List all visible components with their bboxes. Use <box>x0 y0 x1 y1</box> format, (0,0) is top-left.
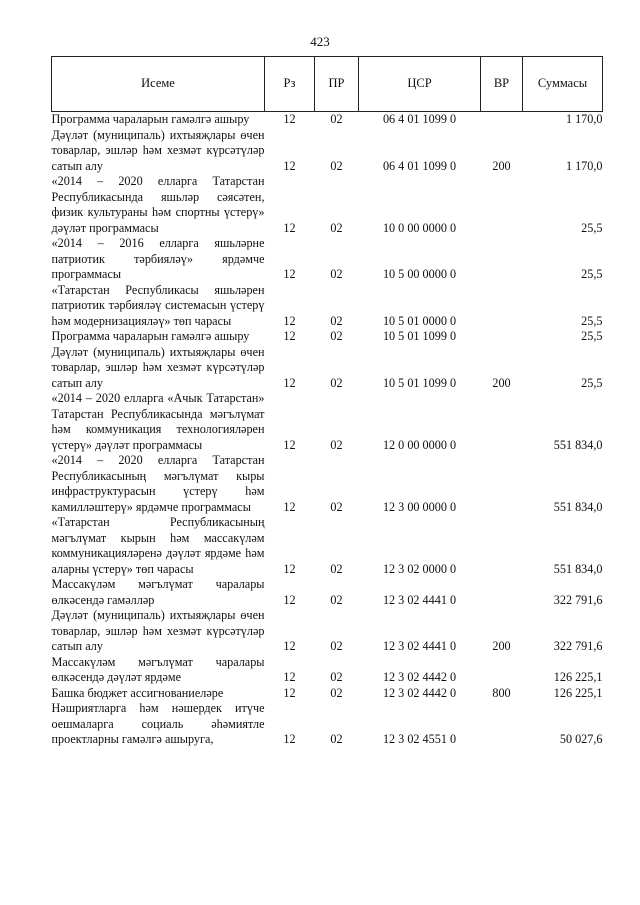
page-number: 423 <box>310 34 330 49</box>
row-vr: 200 <box>492 375 511 390</box>
row-pr: 02 <box>330 499 343 514</box>
row-name: Программа чараларын гамәлгә ашыру <box>51 112 250 126</box>
row-sum: 25,5 <box>581 375 603 390</box>
row-rz: 12 <box>283 592 296 607</box>
row-rz: 12 <box>283 112 296 126</box>
row-vr: 200 <box>492 158 511 173</box>
row-pr: 02 <box>330 592 343 607</box>
column-header-sum: Суммасы <box>523 57 603 112</box>
column-header-rz: Рз <box>265 57 315 112</box>
table-row <box>52 686 603 702</box>
row-name: «2014 – 2016 елларга яшьләрне патриотик тәрбияләү» ярдәмче программасы <box>51 236 265 281</box>
row-pr: 02 <box>330 670 343 684</box>
row-sum: 551 834,0 <box>553 561 603 576</box>
table-row <box>52 345 603 392</box>
row-csr: 12 3 02 4551 0 <box>382 732 457 746</box>
column-header-csr: ЦСР <box>359 57 481 112</box>
row-vr <box>481 283 523 330</box>
column-header-name: Исеме <box>52 57 265 112</box>
row-csr: 12 3 00 0000 0 <box>382 499 457 514</box>
row-vr <box>481 577 523 608</box>
row-sum: 25,5 <box>581 267 603 281</box>
row-vr <box>481 112 523 128</box>
row-pr: 02 <box>330 685 343 700</box>
row-csr: 10 5 01 1099 0 <box>382 375 457 390</box>
row-sum: 126 225,1 <box>553 685 603 700</box>
row-vr <box>481 515 523 577</box>
table-row <box>52 112 603 128</box>
row-pr: 02 <box>330 267 343 281</box>
row-name: Массакүләм мәгълүмат чаралары өлкәсендә дәүләт ярдәме <box>51 654 265 684</box>
row-rz: 12 <box>283 670 296 684</box>
row-rz: 12 <box>283 313 296 328</box>
row-sum: 1 170,0 <box>565 158 603 173</box>
table-row <box>52 453 603 515</box>
table-header-row <box>52 57 603 112</box>
row-rz: 12 <box>283 499 296 514</box>
row-sum: 551 834,0 <box>553 499 603 514</box>
row-name: Массакүләм мәгълүмат чаралары өлкәсендә гамәлләр <box>51 577 265 607</box>
row-name: Программа чараларын гамәлгә ашыру <box>51 329 250 343</box>
row-csr: 10 5 00 0000 0 <box>382 267 457 281</box>
row-pr: 02 <box>330 561 343 576</box>
table-row <box>52 128 603 175</box>
row-name: Башка бюджет ассигнованиеләре <box>51 685 224 700</box>
row-csr: 12 3 02 4441 0 <box>382 639 457 653</box>
table-row <box>52 515 603 577</box>
budget-table <box>51 56 603 748</box>
row-rz: 12 <box>283 561 296 576</box>
row-sum: 25,5 <box>581 313 603 328</box>
row-name: Нәшриятларга һәм нәшердек итүче оешмаларга социаль әһәмиятле проектларны гамәлгә ашыруга, <box>51 701 265 746</box>
row-vr <box>481 701 523 748</box>
row-rz: 12 <box>283 329 296 343</box>
row-vr <box>481 236 523 283</box>
row-sum: 25,5 <box>581 329 603 343</box>
row-sum: 50 027,6 <box>559 732 603 746</box>
row-pr: 02 <box>330 158 343 173</box>
row-csr: 12 3 02 4442 0 <box>382 670 457 684</box>
row-sum: 322 791,6 <box>553 592 603 607</box>
row-vr <box>481 655 523 686</box>
row-csr: 06 4 01 1099 0 <box>382 112 457 126</box>
row-rz: 12 <box>283 639 296 653</box>
table-row <box>52 655 603 686</box>
row-vr <box>481 453 523 515</box>
row-sum: 551 834,0 <box>553 437 603 452</box>
row-name: Дәүләт (муниципаль) ихтыяҗлары өчен товарлар, эшләр һәм хезмәт күрсәтүләр сатып алу <box>51 608 265 653</box>
row-vr: 200 <box>492 639 511 653</box>
row-pr: 02 <box>330 732 343 746</box>
row-csr: 06 4 01 1099 0 <box>382 158 457 173</box>
row-rz: 12 <box>283 158 296 173</box>
table-row <box>52 329 603 345</box>
row-name: «2014 – 2020 елларга Татарстан Республикасында яшьләр сәясәтен, физик культураны һәм спортны үстерү» дәүләт программасы <box>51 174 265 235</box>
row-pr: 02 <box>330 313 343 328</box>
column-header-vr: ВР <box>481 57 523 112</box>
column-header-pr: ПР <box>315 57 359 112</box>
row-pr: 02 <box>330 329 343 343</box>
row-csr: 10 5 01 1099 0 <box>382 329 457 343</box>
row-name: «2014 – 2020 елларга «Ачык Татарстан» Татарстан Республикасында мәгълүмат һәм коммуникация технологияләрен үстерү» дәүләт программасы <box>51 391 265 452</box>
row-name: «Татарстан Республикасының мәгълүмат кырын һәм массакүләм коммуникацияләренә дәүләт ярдәме һәм аларны үстерү» төп чарасы <box>51 515 265 576</box>
row-rz: 12 <box>283 220 296 235</box>
row-pr: 02 <box>330 375 343 390</box>
row-sum: 25,5 <box>581 220 603 235</box>
row-vr <box>481 391 523 453</box>
table-row <box>52 391 603 453</box>
row-pr: 02 <box>330 639 343 653</box>
table-row <box>52 236 603 283</box>
row-name: «Татарстан Республикасы яшьләрен патриотик тәрбияләү системасын үстерү һәм модернизацияләү» төп чарасы <box>51 282 265 328</box>
row-name: Дәүләт (муниципаль) ихтыяҗлары өчен товарлар, эшләр һәм хезмәт күрсәтүләр сатып алу <box>51 127 265 173</box>
row-name: «2014 – 2020 елларга Татарстан Республикасының мәгълүмат кыры инфраструктурасын үстерү һәм камилләштерү» ярдәмче программасы <box>51 453 265 514</box>
row-rz: 12 <box>283 732 296 746</box>
table-row <box>52 701 603 748</box>
row-vr <box>481 329 523 345</box>
row-sum: 126 225,1 <box>553 670 603 684</box>
row-csr: 12 0 00 0000 0 <box>382 437 457 452</box>
row-csr: 12 3 02 4441 0 <box>382 592 457 607</box>
table-row <box>52 608 603 655</box>
row-rz: 12 <box>283 437 296 452</box>
row-sum: 1 170,0 <box>565 112 603 126</box>
row-csr: 12 3 02 4442 0 <box>382 685 457 700</box>
row-pr: 02 <box>330 112 343 126</box>
row-csr: 10 5 01 0000 0 <box>382 313 457 328</box>
row-sum: 322 791,6 <box>553 639 603 653</box>
row-pr: 02 <box>330 437 343 452</box>
row-csr: 12 3 02 0000 0 <box>382 561 457 576</box>
row-rz: 12 <box>283 267 296 281</box>
row-rz: 12 <box>283 375 296 390</box>
row-vr <box>481 174 523 236</box>
row-vr: 800 <box>492 685 511 700</box>
row-rz: 12 <box>283 685 296 700</box>
table-row <box>52 283 603 330</box>
row-csr: 10 0 00 0000 0 <box>382 220 457 235</box>
table-row <box>52 174 603 236</box>
row-name: Дәүләт (муниципаль) ихтыяҗлары өчен товарлар, эшләр һәм хезмәт күрсәтүләр сатып алу <box>51 344 265 390</box>
row-pr: 02 <box>330 220 343 235</box>
table-row <box>52 577 603 608</box>
